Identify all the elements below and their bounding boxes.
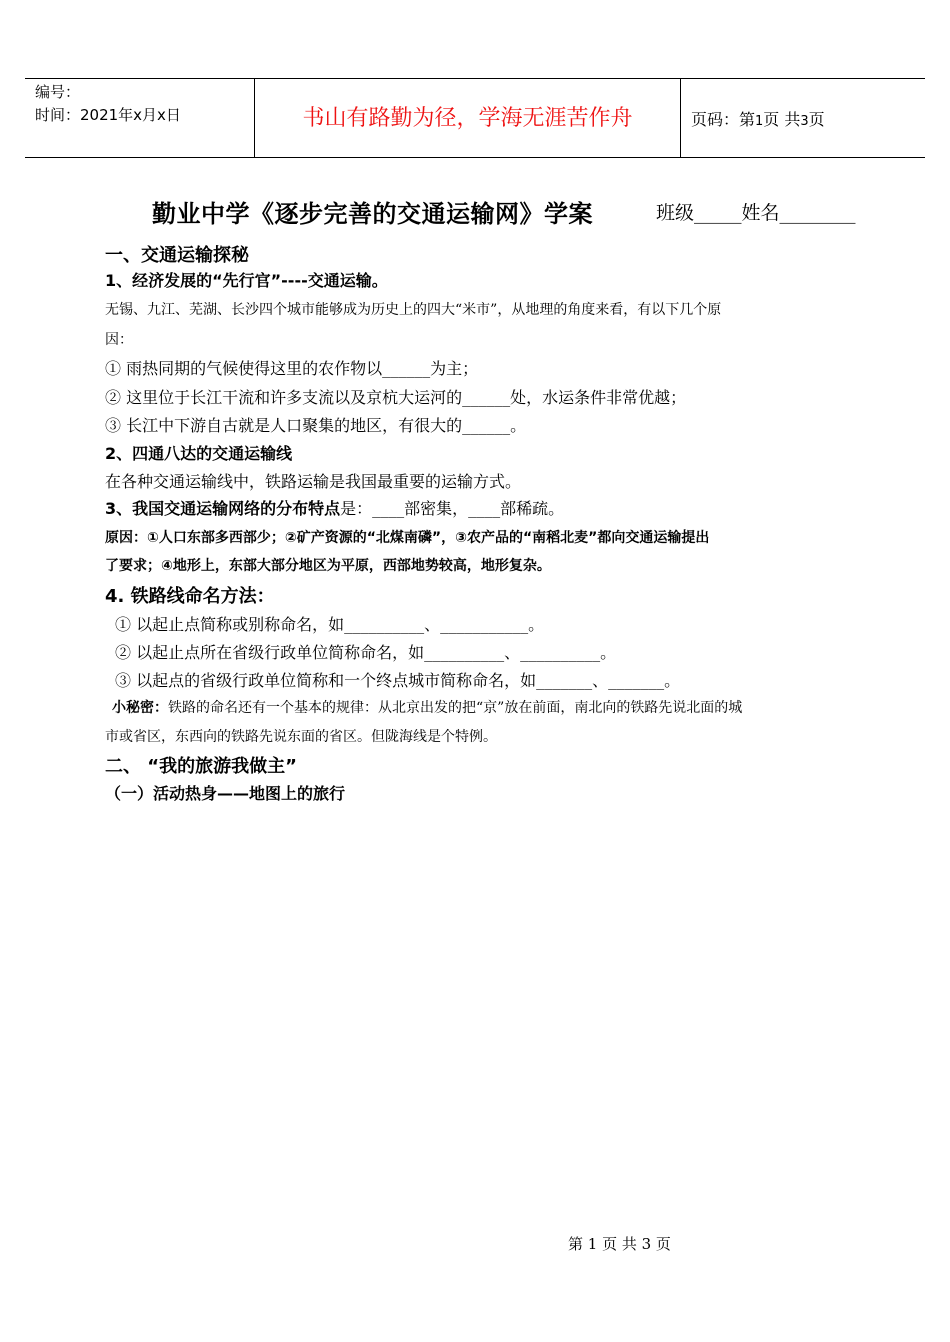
header-divider-2 — [680, 79, 681, 157]
document-title: 勤业中学《逐步完善的交通运输网》学案 — [152, 200, 593, 228]
subsection-2-1: （一）活动热身——地图上的旅行 — [105, 784, 346, 803]
page-total: 3 — [800, 114, 809, 129]
tip-line-2: 市或省区，东西向的铁路先说东面的省区。但陇海线是个特例。 — [105, 729, 497, 745]
document-header — [25, 78, 925, 158]
page-suffix: 页 — [808, 110, 825, 129]
header-page-indicator — [691, 107, 825, 130]
subsection-1-2: 2、四通八达的交通运输线 — [105, 444, 293, 463]
page-footer: 第 1 页 共 3 页 — [568, 1235, 671, 1253]
page-prefix: 页码：第 — [691, 110, 756, 129]
tip-label: 小秘密： — [112, 700, 168, 716]
section-2-heading: 二、 “我的旅游我做主” — [105, 756, 297, 777]
section-1-heading: 一、交通运输探秘 — [105, 245, 249, 266]
subsection-1-4: 4. 铁路线命名方法： — [105, 586, 275, 607]
reason-line-1: 原因：①人口东部多西部少；②矿产资源的“北煤南磷”，③农产品的“南稻北麦”都向交通运输提出 — [105, 530, 710, 546]
subsection-1-3 — [105, 496, 564, 519]
page-number: 1 — [755, 114, 764, 129]
naming-method-3: ③ 以起点的省级行政单位简称和一个终点城市简称命名，如_______、_______。 — [115, 671, 681, 690]
tip-line-1 — [112, 697, 742, 717]
cause-3: ③ 长江中下游自古就是人口聚集的地区，有很大的______。 — [105, 416, 527, 435]
reason-line-2: 了要求；④地形上，东部大部分地区为平原，西部地势较高，地形复杂。 — [105, 558, 551, 574]
header-meta — [35, 81, 181, 127]
class-name-fields: 班级_____姓名________ — [656, 202, 856, 224]
naming-method-2: ② 以起止点所在省级行政单位简称命名，如__________、__________。 — [115, 643, 617, 662]
tip-text: 铁路的命名还有一个基本的规律：从北京出发的把“京”放在前面，南北向的铁路先说北面的城 — [168, 700, 743, 716]
header-motto: 书山有路勤为径，学海无涯苦作舟 — [302, 106, 633, 131]
paragraph-2: 在各种交通运输线中，铁路运输是我国最重要的运输方式。 — [105, 472, 522, 491]
page-mid: 页 共 — [763, 110, 801, 129]
time-label: 时间：2021年x月x日 — [35, 106, 181, 124]
cause-2: ② 这里位于长江干流和许多支流以及京杭大运河的______处，水运条件非常优越； — [105, 388, 687, 407]
subsection-1-3-rest: 是：____部密集，____部稀疏。 — [340, 499, 565, 518]
cause-1: ① 雨热同期的气候使得这里的农作物以______为主； — [105, 359, 479, 378]
subsection-1-3-bold: 3、我国交通运输网络的分布特点 — [105, 499, 341, 518]
paragraph-1a: 无锡、九江、芜湖、长沙四个城市能够成为历史上的四大“米市”，从地理的角度来看，有以下几个原 — [105, 302, 722, 318]
naming-method-1: ① 以起止点简称或别称命名，如__________、___________。 — [115, 615, 545, 634]
subsection-1-1: 1、经济发展的“先行官”----交通运输。 — [105, 271, 388, 290]
number-label: 编号： — [35, 83, 81, 101]
paragraph-1b: 因： — [105, 332, 133, 348]
